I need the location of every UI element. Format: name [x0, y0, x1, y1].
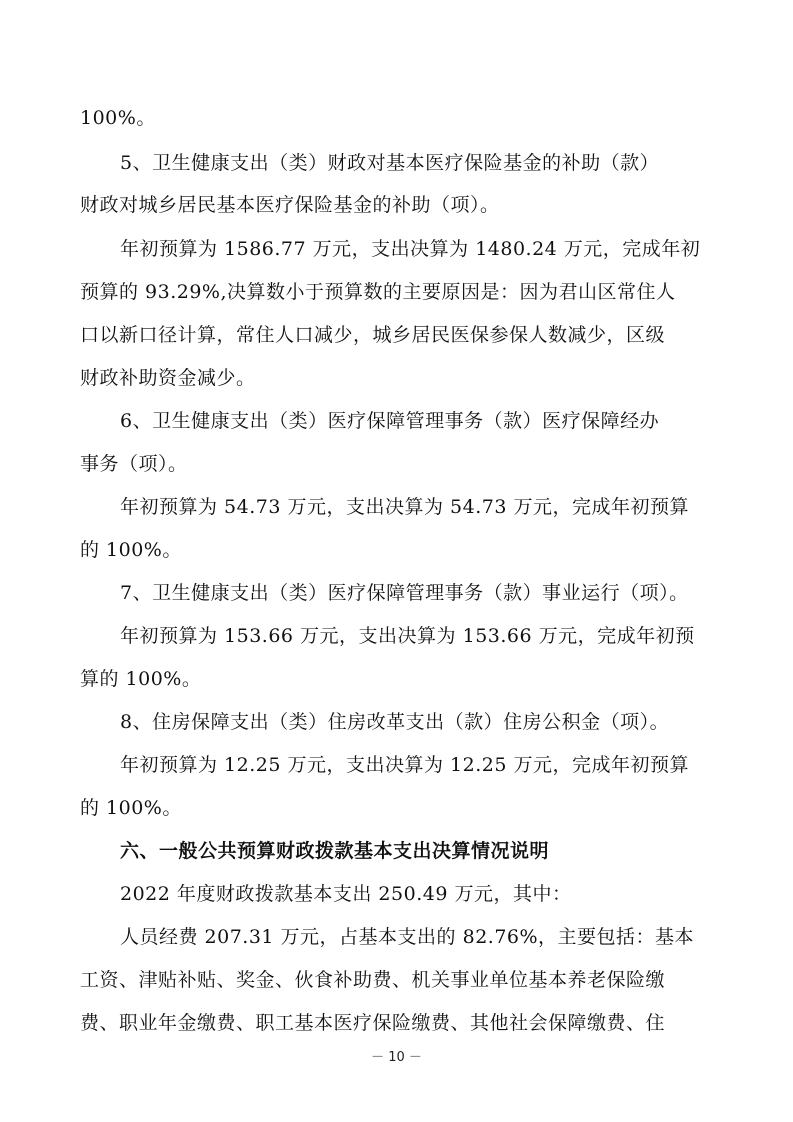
basic-expense-total: 2022 年度财政拨款基本支出 250.49 万元，其中： — [120, 883, 572, 905]
item-8-budget: 年初预算为 12.25 万元，支出决算为 12.25 万元，完成年初预算 — [120, 754, 689, 776]
section-heading: 六、一般公共预算财政拨款基本支出决算情况说明 — [120, 840, 550, 862]
text-line: 工资、津贴补贴、奖金、伙食补助费、机关事业单位基本养老保险缴 — [80, 969, 666, 991]
item-5-title-cont: 财政对城乡居民基本医疗保险基金的补助（项）。 — [80, 194, 500, 216]
page-number: － 10 － — [371, 1050, 422, 1065]
item-5-budget: 年初预算为 1586.77 万元，支出决算为 1480.24 万元，完成年初 — [120, 238, 701, 260]
text-line: 费、职业年金缴费、职工基本医疗保险缴费、其他社会保障缴费、住 — [80, 1012, 666, 1034]
item-5-title: 5、卫生健康支出（类）财政对基本医疗保险基金的补助（款） — [120, 152, 660, 174]
text-line: 算的 100%。 — [80, 668, 202, 690]
item-7-title: 7、卫生健康支出（类）医疗保障管理事务（款）事业运行（项）。 — [120, 582, 689, 604]
text-line: 财政补助资金减少。 — [80, 367, 256, 389]
item-8-title: 8、住房保障支出（类）住房改革支出（款）住房公积金（项）。 — [120, 711, 670, 733]
item-6-budget: 年初预算为 54.73 万元，支出决算为 54.73 万元，完成年初预算 — [120, 496, 689, 518]
text-line: 口以新口径计算，常住人口减少，城乡居民医保参保人数减少，区级 — [80, 324, 666, 346]
text-line: 预算的 93.29%,决算数小于预算数的主要原因是：因为君山区常住人 — [80, 281, 676, 303]
personnel-expense: 人员经费 207.31 万元，占基本支出的 82.76%，主要包括：基本 — [120, 926, 695, 948]
item-6-title: 6、卫生健康支出（类）医疗保障管理事务（款）医疗保障经办 — [120, 410, 660, 432]
text-line: 的 100%。 — [80, 797, 182, 819]
text-line: 100%。 — [80, 107, 156, 129]
item-7-budget: 年初预算为 153.66 万元，支出决算为 153.66 万元，完成年初预 — [120, 625, 695, 647]
text-line: 的 100%。 — [80, 539, 182, 561]
item-6-title-cont: 事务（项）。 — [80, 453, 188, 475]
